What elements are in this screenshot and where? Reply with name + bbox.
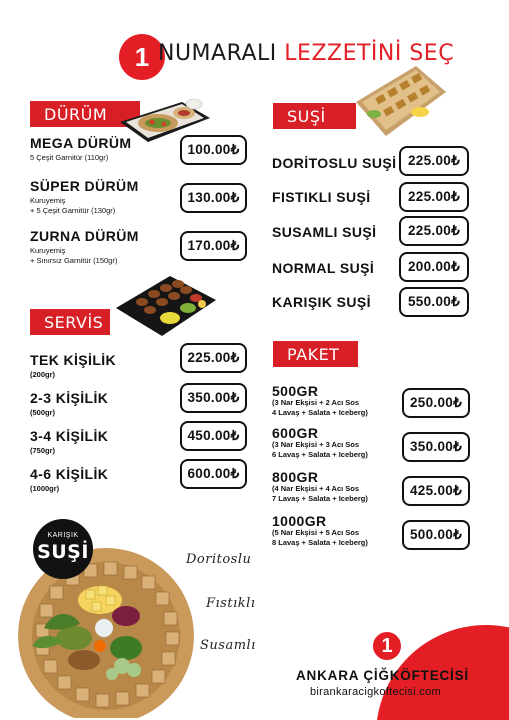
badge-main-text: SUŞİ [37,541,89,563]
susi-item-name: SUSAMLI SUŞİ [272,224,377,240]
susi-item-price: 225.00₺ [399,146,469,176]
header-number-badge: 1 [119,34,165,80]
durum-item-price: 100.00₺ [180,135,247,165]
durum-item-sub: Kuruyemiş + Sınırsız Garnitür (150gr) [30,246,118,265]
flavor-label: Fıstıklı [206,596,256,611]
susi-item-price: 550.00₺ [399,287,469,317]
flavor-label: Susamlı [200,638,256,653]
susi-item-price: 225.00₺ [399,182,469,212]
paket-item-price: 500.00₺ [402,520,470,550]
servis-item-price: 600.00₺ [180,459,247,489]
servis-item-sub: (1000gr) [30,484,60,493]
susi-item-name: KARIŞIK SUŞİ [272,294,371,310]
servis-item-name: 4-6 KİŞİLİK [30,466,109,482]
durum-item-name: MEGA DÜRÜM [30,135,132,151]
title-black: NUMARALI [158,41,277,66]
paket-item-sub: (4 Nar Ekşisi + 4 Acı Sos 7 Lavaş + Salata + Iceberg) [272,484,368,503]
servis-item-name: 3-4 KİŞİLİK [30,428,109,444]
susi-item-price: 200.00₺ [399,252,469,282]
servis-photo [112,270,218,340]
section-tag-paket: PAKET [273,341,358,367]
paket-item-price: 250.00₺ [402,388,470,418]
badge-top-text: KARIŞIK [47,532,79,539]
brand-url: birankaracigkoftecisi.com [310,686,441,698]
title-red: LEZZETİNİ SEÇ [284,41,455,66]
brand-logo-badge: 1 [371,630,403,662]
durum-item-sub: 5 Çeşit Garnitür (110gr) [30,153,109,162]
durum-item-price: 130.00₺ [180,183,247,213]
susi-item-name: FISTIKLI SUŞİ [272,189,371,205]
section-tag-susi: SUŞİ [273,103,356,129]
durum-item-name: SÜPER DÜRÜM [30,178,139,194]
section-tag-durum: DÜRÜM [30,101,140,127]
susi-item-name: NORMAL SUŞİ [272,260,375,276]
servis-item-price: 350.00₺ [180,383,247,413]
paket-item-name: 500GR [272,383,319,399]
paket-item-name: 600GR [272,425,319,441]
durum-item-name: ZURNA DÜRÜM [30,228,139,244]
durum-item-sub: Kuruyemiş + 5 Çeşit Garnitür (130gr) [30,196,116,215]
karisik-susi-badge [33,519,93,579]
section-tag-servis: SERVİS [30,309,110,335]
servis-item-sub: (750gr) [30,446,56,455]
susi-item-name: DORİTOSLU SUŞİ [272,155,397,171]
servis-item-price: 450.00₺ [180,421,247,451]
flavor-label: Doritoslu [186,552,252,567]
paket-item-price: 425.00₺ [402,476,470,506]
paket-item-sub: (5 Nar Ekşisi + 5 Acı Sos 8 Lavaş + Salata + Iceberg) [272,528,368,547]
susi-item-price: 225.00₺ [399,216,469,246]
servis-item-name: TEK KİŞİLİK [30,352,117,368]
servis-item-price: 225.00₺ [180,343,247,373]
paket-item-name: 800GR [272,469,319,485]
paket-item-sub: (3 Nar Ekşisi + 3 Acı Sos 6 Lavaş + Salata + Iceberg) [272,440,368,459]
brand-name: ANKARA ÇİĞKÖFTECİSİ [296,668,469,683]
servis-item-name: 2-3 KİŞİLİK [30,390,109,406]
paket-item-name: 1000GR [272,513,327,529]
paket-item-price: 350.00₺ [402,432,470,462]
susi-photo [350,62,450,142]
durum-item-price: 170.00₺ [180,231,247,261]
servis-item-sub: (500gr) [30,408,56,417]
servis-item-sub: (200gr) [30,370,56,379]
paket-item-sub: (3 Nar Ekşisi + 2 Acı Sos 4 Lavaş + Salata + Iceberg) [272,398,368,417]
